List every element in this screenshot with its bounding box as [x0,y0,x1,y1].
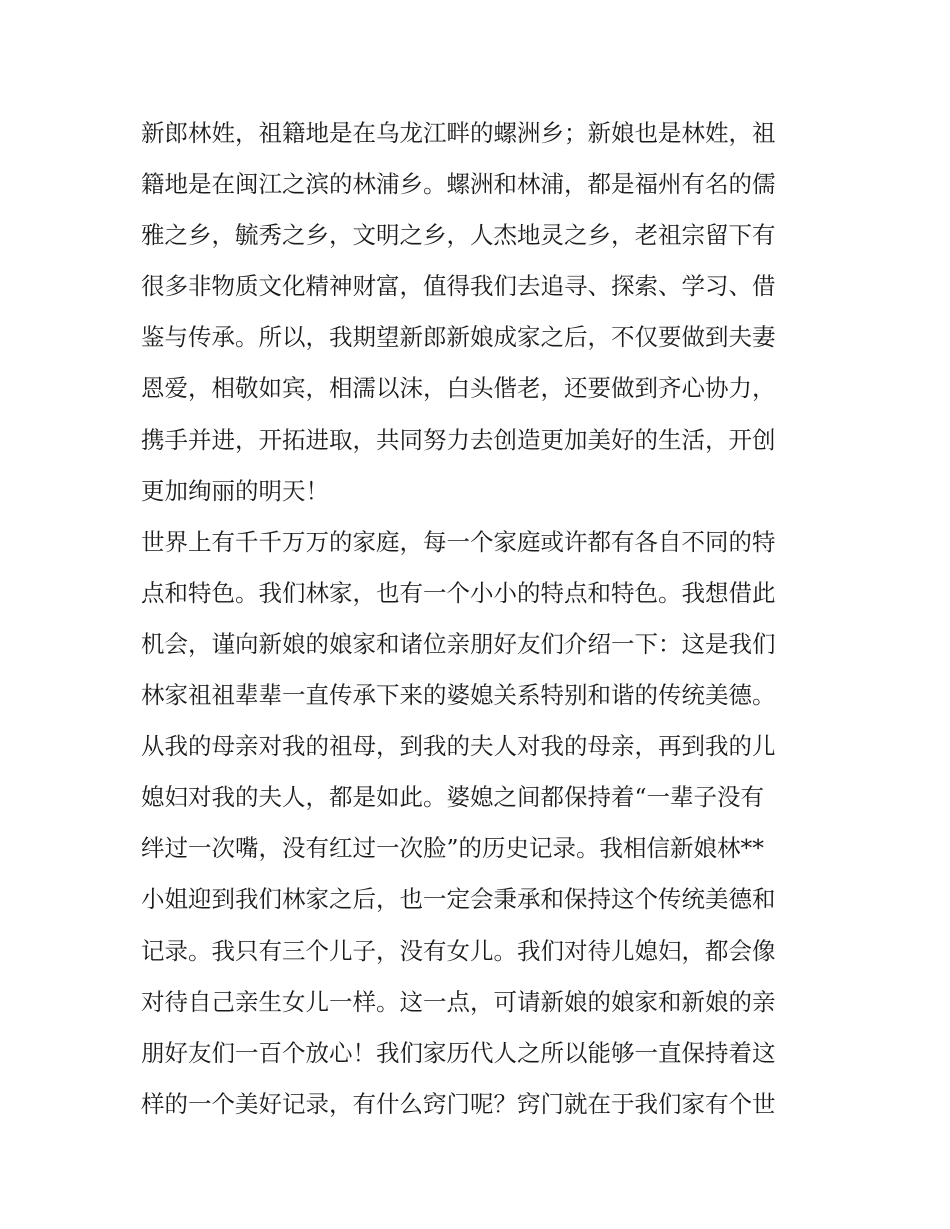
text-line-10: 点和特色。我们林家，也有一个小小的特点和特色。我想借此 [141,578,776,607]
body-text [141,108,821,1130]
text-line-2: 籍地是在闽江之滨的林浦乡。螺洲和林浦，都是福州有名的儒 [141,170,776,199]
text-line-20: 样的一个美好记录，有什么窍门呢？窍门就在于我们家有个世 [141,1089,776,1118]
text-line-19: 朋好友们一百个放心！我们家历代人之所以能够一直保持着这 [141,1038,776,1067]
text-line-4: 很多非物质文化精神财富，值得我们去追寻、探索、学习、借 [141,272,776,301]
text-line-18: 对待自己亲生女儿一样。这一点，可请新娘的娘家和新娘的亲 [141,987,776,1016]
text-line-1: 新郎林姓，祖籍地是在乌龙江畔的螺洲乡；新娘也是林姓，祖 [141,119,776,147]
text-line-11: 机会，谨向新娘的娘家和诸位亲朋好友们介绍一下：这是我们 [141,629,776,658]
text-line-7: 携手并进，开拓进取，共同努力去创造更加美好的生活，开创 [141,425,776,454]
text-line-14: 媳妇对我的夫人，都是如此。婆媳之间都保持着“一辈子没有 [141,783,765,812]
text-line-17: 记录。我只有三个儿子，没有女儿。我们对待儿媳妇，都会像 [141,936,776,965]
text-line-13: 从我的母亲对我的祖母，到我的夫人对我的母亲，再到我的儿 [141,732,776,761]
text-line-5: 鉴与传承。所以，我期望新郎新娘成家之后，不仅要做到夫妻 [141,323,776,352]
text-line-9: 世界上有千千万万的家庭，每一个家庭或许都有各自不同的特 [141,527,776,556]
text-line-12: 林家祖祖辈辈一直传承下来的婆媳关系特别和谐的传统美德。 [141,681,776,710]
text-line-15: 绊过一次嘴，没有红过一次脸”的历史记录。我相信新娘林** [141,834,765,863]
text-line-3: 雅之乡，毓秀之乡，文明之乡，人杰地灵之乡，老祖宗留下有 [141,221,776,250]
text-line-16: 小姐迎到我们林家之后，也一定会秉承和保持这个传统美德和 [141,885,776,914]
text-line-8: 更加绚丽的明天！ [141,476,329,505]
text-line-6: 恩爱，相敬如宾，相濡以沫，白头偕老，还要做到齐心协力， [141,374,776,403]
